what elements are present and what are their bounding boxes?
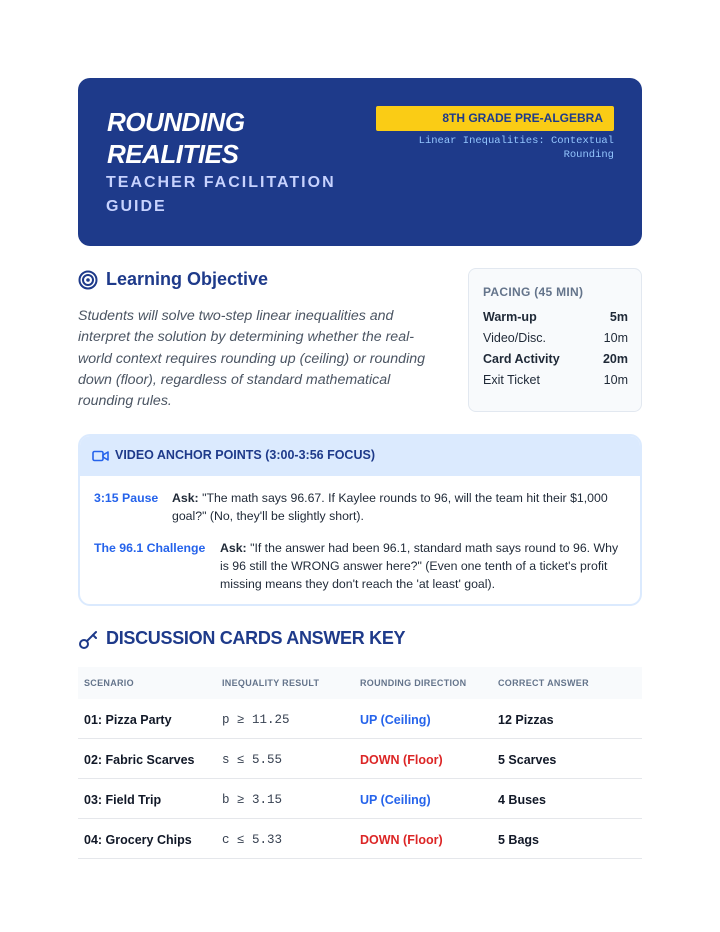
- anchor-prompt: [172, 489, 628, 525]
- pacing-row: [483, 371, 628, 389]
- discussion-title: DISCUSSION CARDS ANSWER KEY: [106, 628, 406, 648]
- pacing-row: [483, 350, 628, 368]
- video-camera-icon: [92, 450, 109, 462]
- pacing-label: Exit Ticket: [483, 373, 540, 387]
- inequality-cell: c ≤ 5.33: [222, 833, 283, 847]
- table-row: [78, 739, 642, 779]
- table-row: [78, 819, 642, 859]
- scenario-cell: 02: Fabric Scarves: [84, 753, 195, 767]
- guide-title: ROUNDING REALITIES: [107, 107, 245, 169]
- inequality-cell: p ≥ 11.25: [222, 713, 290, 727]
- pacing-box: [468, 268, 642, 412]
- table-row: [78, 699, 642, 739]
- column-header: ROUNDING DIRECTION: [360, 678, 467, 688]
- column-header: INEQUALITY RESULT: [222, 678, 320, 688]
- anchor-timestamp: 3:15 Pause: [94, 491, 159, 505]
- anchor-timestamp: The 96.1 Challenge: [94, 541, 206, 555]
- pacing-label: Video/Disc.: [483, 331, 546, 345]
- anchor-question: "The math says 96.67. If Kaylee rounds to 96, will the team hit their $1,000 goal?" (No, they'll be slightly short).: [172, 491, 608, 523]
- anchor-question: "If the answer had been 96.1, standard math says round to 96. Why is 96 still the WRONG answer here?" (Even one tenth of a ticket's profit missing means they don't reach the 'at least' goal).: [220, 541, 619, 591]
- pacing-value: 10m: [603, 373, 628, 387]
- table-header: [78, 667, 642, 699]
- pacing-label: Card Activity: [483, 352, 560, 366]
- direction-cell: UP (Ceiling): [360, 713, 431, 727]
- answer-cell: 5 Bags: [498, 833, 539, 847]
- anchor-prompt: [220, 539, 628, 593]
- answer-cell: 4 Buses: [498, 793, 546, 807]
- header-banner: [78, 78, 642, 246]
- video-anchor-box: [78, 434, 642, 606]
- pacing-title: PACING (45 MIN): [483, 285, 584, 299]
- inequality-cell: b ≥ 3.15: [222, 793, 283, 807]
- key-icon: [78, 630, 98, 650]
- answer-cell: 5 Scarves: [498, 753, 557, 767]
- inequality-cell: s ≤ 5.55: [222, 753, 283, 767]
- video-anchor-title: VIDEO ANCHOR POINTS (3:00-3:56 FOCUS): [115, 448, 375, 462]
- topic-label: Linear Inequalities: Contextual Rounding: [418, 135, 614, 161]
- video-anchor-header: [80, 436, 640, 476]
- objective-text: Students will solve two-step linear inequalities and interpret the solution by determining whether the real-world context requires rounding up (ceiling) or rounding down (floor), regardless of standard mathematical rounding rules.: [78, 308, 425, 410]
- direction-cell: DOWN (Floor): [360, 753, 443, 767]
- direction-cell: DOWN (Floor): [360, 833, 443, 847]
- pacing-value: 10m: [603, 331, 628, 345]
- answer-cell: 12 Pizzas: [498, 713, 554, 727]
- column-header: SCENARIO: [84, 678, 134, 688]
- pacing-row: [483, 329, 628, 347]
- ask-label: Ask:: [172, 491, 199, 505]
- pacing-value: 20m: [602, 352, 628, 366]
- pacing-value: 5m: [609, 310, 628, 324]
- grade-badge: 8TH GRADE PRE-ALGEBRA: [376, 106, 614, 131]
- scenario-cell: 04: Grocery Chips: [84, 833, 192, 847]
- column-header: CORRECT ANSWER: [498, 678, 589, 688]
- scenario-cell: 03: Field Trip: [84, 793, 162, 807]
- pacing-label: Warm-up: [483, 310, 537, 324]
- pacing-row: [483, 308, 628, 326]
- ask-label: Ask:: [220, 541, 247, 555]
- direction-cell: UP (Ceiling): [360, 793, 431, 807]
- target-icon: [78, 270, 98, 290]
- objective-title: Learning Objective: [106, 269, 269, 289]
- table-row: [78, 779, 642, 819]
- guide-subtitle: TEACHER FACILITATION GUIDE: [106, 174, 336, 215]
- scenario-cell: 01: Pizza Party: [84, 713, 172, 727]
